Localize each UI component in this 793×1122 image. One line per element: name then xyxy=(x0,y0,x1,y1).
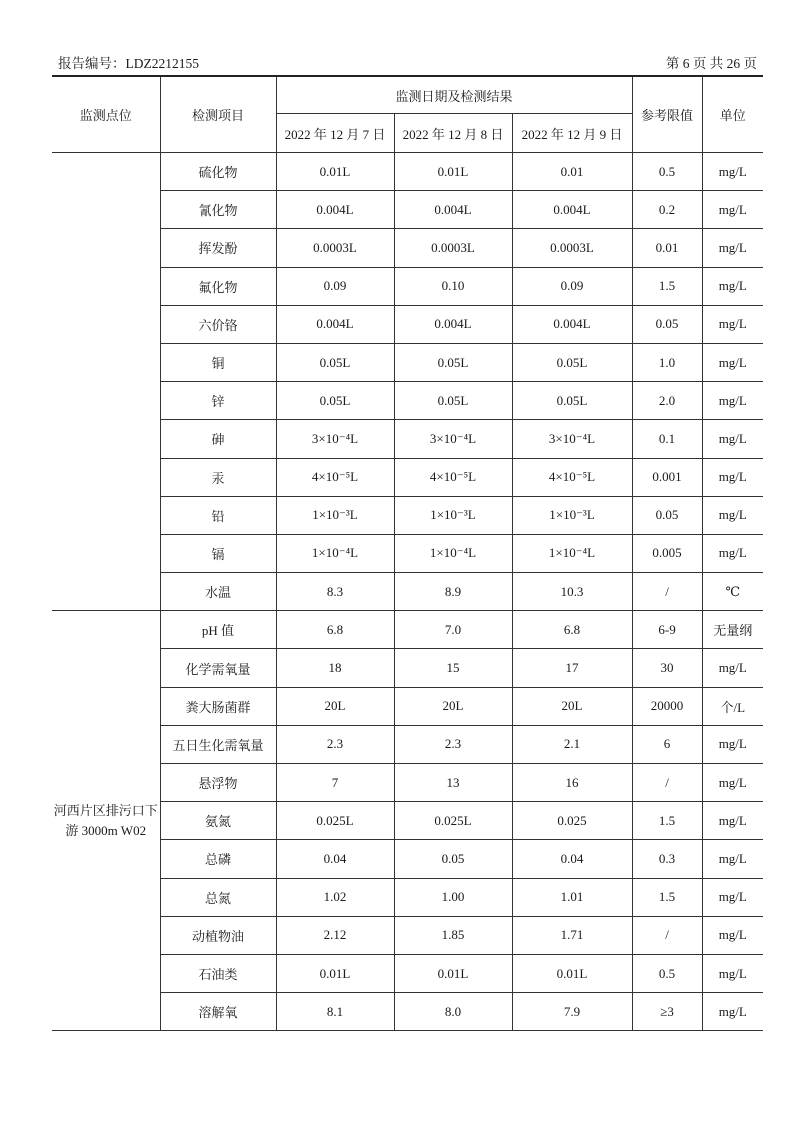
unit-cell: mg/L xyxy=(702,534,763,572)
unit-cell: mg/L xyxy=(702,343,763,381)
result-day1-cell: 1×10⁻³L xyxy=(276,496,394,534)
unit-cell: mg/L xyxy=(702,267,763,305)
result-day3-cell: 0.01L xyxy=(512,954,632,992)
result-day3-cell: 0.004L xyxy=(512,191,632,229)
result-day2-cell: 15 xyxy=(394,649,512,687)
result-day3-cell: 7.9 xyxy=(512,993,632,1031)
limit-cell: 1.5 xyxy=(632,878,702,916)
unit-cell: mg/L xyxy=(702,878,763,916)
result-day1-cell: 0.04 xyxy=(276,840,394,878)
unit-cell: mg/L xyxy=(702,764,763,802)
result-day3-cell: 0.004L xyxy=(512,305,632,343)
unit-cell: mg/L xyxy=(702,229,763,267)
result-day3-cell: 17 xyxy=(512,649,632,687)
unit-cell: mg/L xyxy=(702,725,763,763)
unit-cell: mg/L xyxy=(702,993,763,1031)
result-day3-cell: 3×10⁻⁴L xyxy=(512,420,632,458)
item-cell: 石油类 xyxy=(160,954,276,992)
result-day1-cell: 1×10⁻⁴L xyxy=(276,534,394,572)
limit-cell: 1.5 xyxy=(632,802,702,840)
result-day1-cell: 7 xyxy=(276,764,394,802)
result-day2-cell: 0.01L xyxy=(394,954,512,992)
location-cell-2: 河西片区排污口下游 3000m W02 xyxy=(52,611,160,1031)
item-cell: 镉 xyxy=(160,534,276,572)
limit-cell: 2.0 xyxy=(632,382,702,420)
item-cell: 挥发酚 xyxy=(160,229,276,267)
result-day2-cell: 20L xyxy=(394,687,512,725)
result-day3-cell: 0.05L xyxy=(512,343,632,381)
col-header-date-1: 2022 年 12 月 7 日 xyxy=(276,114,394,153)
unit-cell: mg/L xyxy=(702,382,763,420)
unit-cell: ℃ xyxy=(702,573,763,611)
result-day3-cell: 1×10⁻⁴L xyxy=(512,534,632,572)
item-cell: 总磷 xyxy=(160,840,276,878)
result-day2-cell: 1.85 xyxy=(394,916,512,954)
result-day2-cell: 0.025L xyxy=(394,802,512,840)
col-header-date-2: 2022 年 12 月 8 日 xyxy=(394,114,512,153)
result-day2-cell: 2.3 xyxy=(394,725,512,763)
result-day2-cell: 7.0 xyxy=(394,611,512,649)
result-day1-cell: 1.02 xyxy=(276,878,394,916)
limit-cell: 0.1 xyxy=(632,420,702,458)
item-cell: 五日生化需氧量 xyxy=(160,725,276,763)
result-day1-cell: 0.0003L xyxy=(276,229,394,267)
result-day3-cell: 1.71 xyxy=(512,916,632,954)
unit-cell: mg/L xyxy=(702,840,763,878)
result-day3-cell: 10.3 xyxy=(512,573,632,611)
result-day1-cell: 3×10⁻⁴L xyxy=(276,420,394,458)
result-day3-cell: 16 xyxy=(512,764,632,802)
result-day2-cell: 0.01L xyxy=(394,153,512,191)
result-day3-cell: 0.05L xyxy=(512,382,632,420)
limit-cell: 0.05 xyxy=(632,496,702,534)
result-day1-cell: 6.8 xyxy=(276,611,394,649)
result-day2-cell: 13 xyxy=(394,764,512,802)
unit-cell: mg/L xyxy=(702,305,763,343)
col-header-unit: 单位 xyxy=(702,76,763,153)
result-day1-cell: 0.004L xyxy=(276,191,394,229)
item-cell: 六价铬 xyxy=(160,305,276,343)
limit-cell: 6 xyxy=(632,725,702,763)
result-day3-cell: 0.04 xyxy=(512,840,632,878)
result-day3-cell: 4×10⁻⁵L xyxy=(512,458,632,496)
col-header-limit: 参考限值 xyxy=(632,76,702,153)
result-day1-cell: 0.01L xyxy=(276,954,394,992)
result-day2-cell: 1×10⁻³L xyxy=(394,496,512,534)
unit-cell: mg/L xyxy=(702,916,763,954)
result-day2-cell: 1.00 xyxy=(394,878,512,916)
col-header-location: 监测点位 xyxy=(52,76,160,153)
result-day2-cell: 0.0003L xyxy=(394,229,512,267)
unit-cell: mg/L xyxy=(702,496,763,534)
result-day1-cell: 0.05L xyxy=(276,382,394,420)
result-day2-cell: 4×10⁻⁵L xyxy=(394,458,512,496)
limit-cell: / xyxy=(632,573,702,611)
result-day2-cell: 0.004L xyxy=(394,305,512,343)
limit-cell: ≥3 xyxy=(632,993,702,1031)
limit-cell: 6-9 xyxy=(632,611,702,649)
limit-cell: 20000 xyxy=(632,687,702,725)
item-cell: 粪大肠菌群 xyxy=(160,687,276,725)
item-cell: 硫化物 xyxy=(160,153,276,191)
result-day1-cell: 20L xyxy=(276,687,394,725)
item-cell: 铜 xyxy=(160,343,276,381)
item-cell: 汞 xyxy=(160,458,276,496)
result-day3-cell: 1×10⁻³L xyxy=(512,496,632,534)
result-day2-cell: 0.05 xyxy=(394,840,512,878)
result-day1-cell: 4×10⁻⁵L xyxy=(276,458,394,496)
result-day2-cell: 0.10 xyxy=(394,267,512,305)
result-day1-cell: 2.12 xyxy=(276,916,394,954)
col-header-dates-group: 监测日期及检测结果 xyxy=(276,76,632,114)
result-day1-cell: 18 xyxy=(276,649,394,687)
item-cell: pH 值 xyxy=(160,611,276,649)
item-cell: 氨氮 xyxy=(160,802,276,840)
item-cell: 氰化物 xyxy=(160,191,276,229)
limit-cell: 0.005 xyxy=(632,534,702,572)
result-day3-cell: 0.0003L xyxy=(512,229,632,267)
results-table xyxy=(52,75,763,1031)
result-day1-cell: 2.3 xyxy=(276,725,394,763)
result-day3-cell: 0.025 xyxy=(512,802,632,840)
unit-cell: 无量纲 xyxy=(702,611,763,649)
result-day3-cell: 1.01 xyxy=(512,878,632,916)
table-row xyxy=(52,153,763,191)
unit-cell: mg/L xyxy=(702,458,763,496)
unit-cell: mg/L xyxy=(702,802,763,840)
result-day1-cell: 8.1 xyxy=(276,993,394,1031)
unit-cell: mg/L xyxy=(702,153,763,191)
item-cell: 溶解氧 xyxy=(160,993,276,1031)
unit-cell: mg/L xyxy=(702,649,763,687)
unit-cell: mg/L xyxy=(702,420,763,458)
item-cell: 锌 xyxy=(160,382,276,420)
limit-cell: 30 xyxy=(632,649,702,687)
limit-cell: 1.5 xyxy=(632,267,702,305)
limit-cell: / xyxy=(632,916,702,954)
limit-cell: 0.5 xyxy=(632,954,702,992)
result-day2-cell: 8.9 xyxy=(394,573,512,611)
result-day2-cell: 0.004L xyxy=(394,191,512,229)
col-header-date-3: 2022 年 12 月 9 日 xyxy=(512,114,632,153)
limit-cell: 0.001 xyxy=(632,458,702,496)
result-day3-cell: 0.01 xyxy=(512,153,632,191)
item-cell: 铅 xyxy=(160,496,276,534)
result-day3-cell: 6.8 xyxy=(512,611,632,649)
item-cell: 氟化物 xyxy=(160,267,276,305)
item-cell: 总氮 xyxy=(160,878,276,916)
item-cell: 化学需氧量 xyxy=(160,649,276,687)
result-day1-cell: 8.3 xyxy=(276,573,394,611)
limit-cell: 1.0 xyxy=(632,343,702,381)
unit-cell: mg/L xyxy=(702,954,763,992)
result-day2-cell: 8.0 xyxy=(394,993,512,1031)
result-day1-cell: 0.05L xyxy=(276,343,394,381)
result-day2-cell: 1×10⁻⁴L xyxy=(394,534,512,572)
result-day3-cell: 2.1 xyxy=(512,725,632,763)
result-day1-cell: 0.01L xyxy=(276,153,394,191)
result-day2-cell: 0.05L xyxy=(394,382,512,420)
location-cell-1 xyxy=(52,153,160,611)
report-number: 报告编号：LDZ2212155 xyxy=(58,56,199,71)
item-cell: 水温 xyxy=(160,573,276,611)
unit-cell: 个/L xyxy=(702,687,763,725)
item-cell: 动植物油 xyxy=(160,916,276,954)
item-cell: 砷 xyxy=(160,420,276,458)
limit-cell: 0.5 xyxy=(632,153,702,191)
result-day1-cell: 0.004L xyxy=(276,305,394,343)
limit-cell: 0.01 xyxy=(632,229,702,267)
limit-cell: 0.3 xyxy=(632,840,702,878)
limit-cell: / xyxy=(632,764,702,802)
table-row xyxy=(52,611,763,649)
limit-cell: 0.05 xyxy=(632,305,702,343)
limit-cell: 0.2 xyxy=(632,191,702,229)
result-day1-cell: 0.025L xyxy=(276,802,394,840)
result-day3-cell: 0.09 xyxy=(512,267,632,305)
result-day3-cell: 20L xyxy=(512,687,632,725)
result-day2-cell: 3×10⁻⁴L xyxy=(394,420,512,458)
result-day1-cell: 0.09 xyxy=(276,267,394,305)
result-day2-cell: 0.05L xyxy=(394,343,512,381)
item-cell: 悬浮物 xyxy=(160,764,276,802)
col-header-item: 检测项目 xyxy=(160,76,276,153)
unit-cell: mg/L xyxy=(702,191,763,229)
page-indicator: 第 6 页 共 26 页 xyxy=(665,56,757,71)
